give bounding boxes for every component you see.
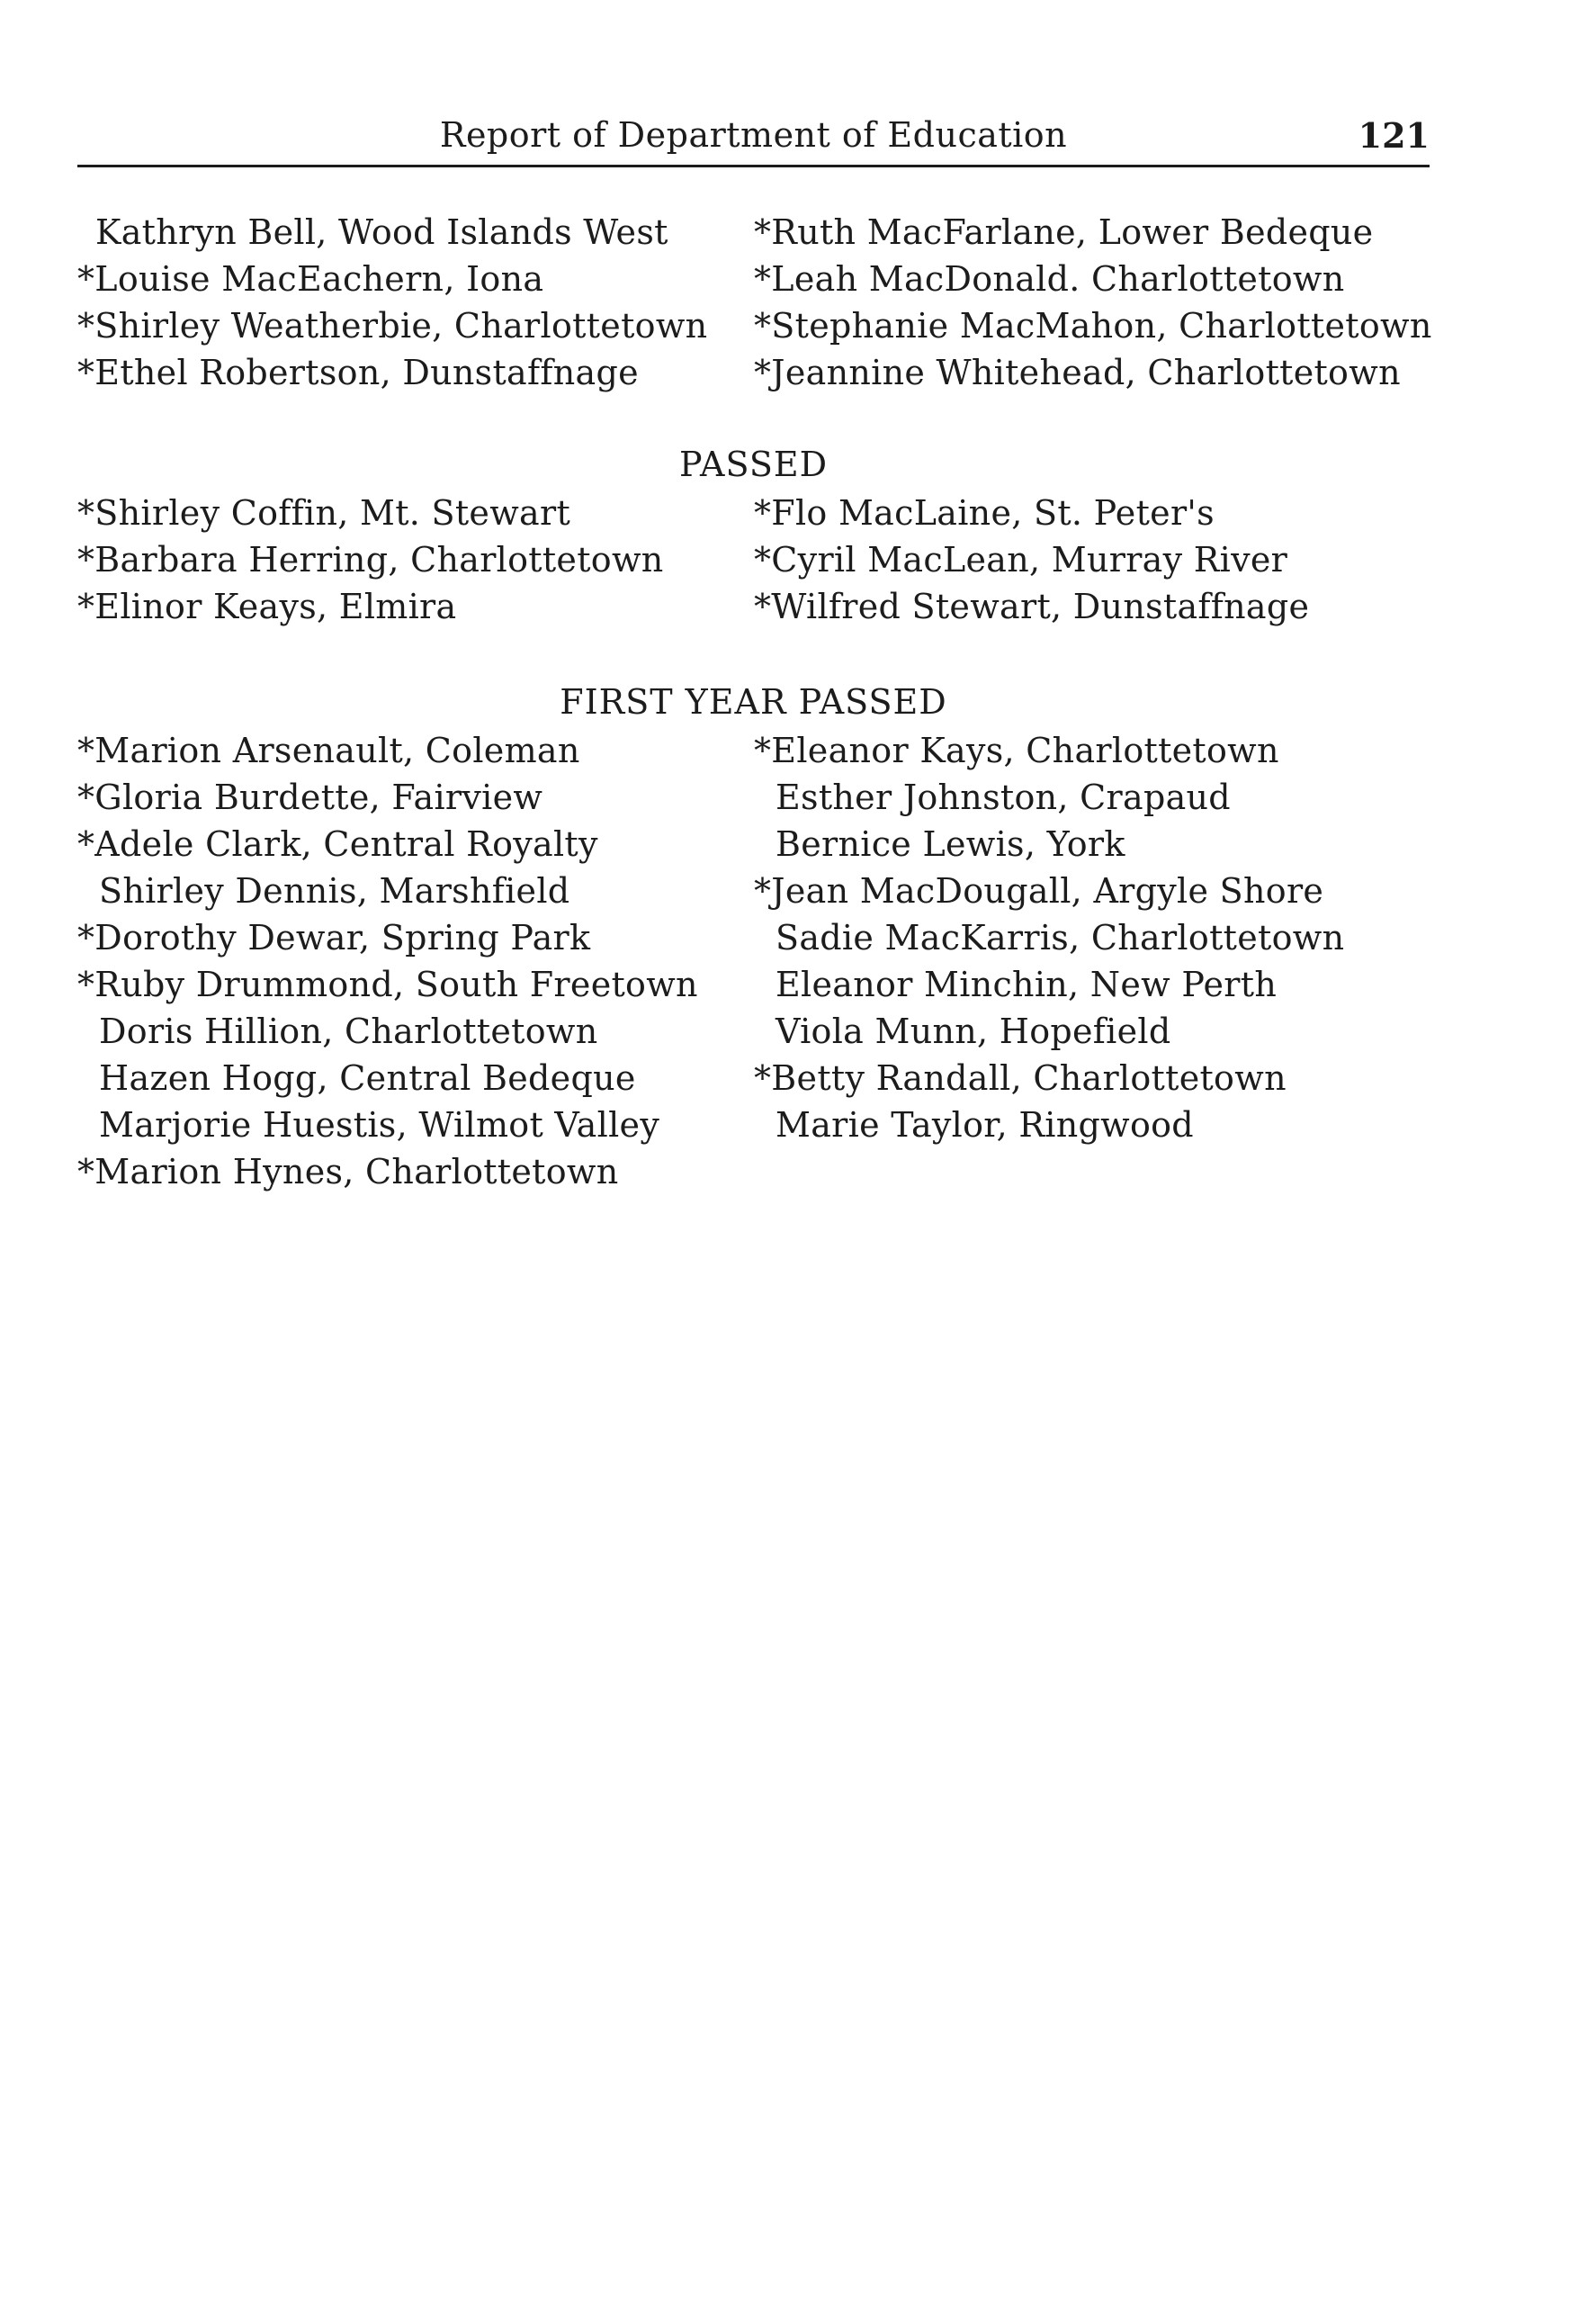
list-item: *Stephanie MacMahon, Charlottetown [754,306,1432,346]
list-item: Doris Hillion, Charlottetown [99,1012,598,1051]
section-heading-passed: PASSED [678,445,829,484]
list-item: *Elinor Keays, Elmira [77,587,457,626]
list-item: *Leah MacDonald. Charlottetown [754,259,1345,299]
passed-right-column [754,490,1463,630]
list-item: Sadie MacKarris, Charlottetown [776,918,1345,958]
passed-section [77,439,1463,630]
list-item: *Adele Clark, Central Royalty [77,824,598,864]
list-item: Esther Johnston, Crapaud [776,778,1231,817]
list-item: *Jean MacDougall, Argyle Shore [754,871,1324,911]
list-item: Hazen Hogg, Central Bedeque [99,1058,636,1098]
list-item: Kathryn Bell, Wood Islands West [95,212,668,252]
continued-list-columns [77,209,1463,396]
list-item: *Louise MacEachern, Iona [77,259,544,299]
list-item: *Ruby Drummond, South Freetown [77,965,698,1004]
list-item: *Shirley Coffin, Mt. Stewart [77,493,571,533]
running-header-title: Report of Department of Education [439,115,1068,155]
first-year-passed-columns [77,727,1463,1195]
section-heading-first-year-passed: FIRST YEAR PASSED [560,682,947,722]
list-item: *Dorothy Dewar, Spring Park [77,918,591,958]
continued-list-right-column [754,209,1463,396]
list-item: *Ethel Robertson, Dunstaffnage [77,353,639,392]
first-year-passed-left-column [77,727,754,1195]
list-item: Marie Taylor, Ringwood [776,1105,1194,1145]
continued-list-left-column [77,209,754,396]
list-item: Viola Munn, Hopefield [776,1012,1171,1051]
list-item: *Gloria Burdette, Fairview [77,778,543,817]
list-item: Eleanor Minchin, New Perth [776,965,1278,1004]
list-item: *Marion Arsenault, Coleman [77,731,580,770]
list-item: *Betty Randall, Charlottetown [754,1058,1287,1098]
first-year-passed-right-column [754,727,1463,1195]
passed-columns [77,490,1463,630]
list-item: Bernice Lewis, York [776,824,1125,864]
header-rule [77,165,1430,167]
continued-list-section [77,209,1463,396]
list-item: Marjorie Huestis, Wilmot Valley [99,1105,660,1145]
passed-left-column [77,490,754,630]
list-item: *Wilfred Stewart, Dunstaffnage [754,587,1310,626]
list-item: *Flo MacLaine, St. Peter's [754,493,1215,533]
list-item: *Barbara Herring, Charlottetown [77,540,664,580]
page-number: 121 [1358,115,1430,156]
list-item: *Jeannine Whitehead, Charlottetown [754,353,1401,392]
page-header [77,115,1430,162]
list-item: Shirley Dennis, Marshfield [99,871,570,911]
list-item: *Ruth MacFarlane, Lower Bedeque [754,212,1374,252]
list-item: *Cyril MacLean, Murray River [754,540,1288,580]
list-item: *Shirley Weatherbie, Charlottetown [77,306,708,346]
first-year-passed-section [77,677,1463,1195]
list-item: *Marion Hynes, Charlottetown [77,1152,619,1191]
list-item: *Eleanor Kays, Charlottetown [754,731,1279,770]
